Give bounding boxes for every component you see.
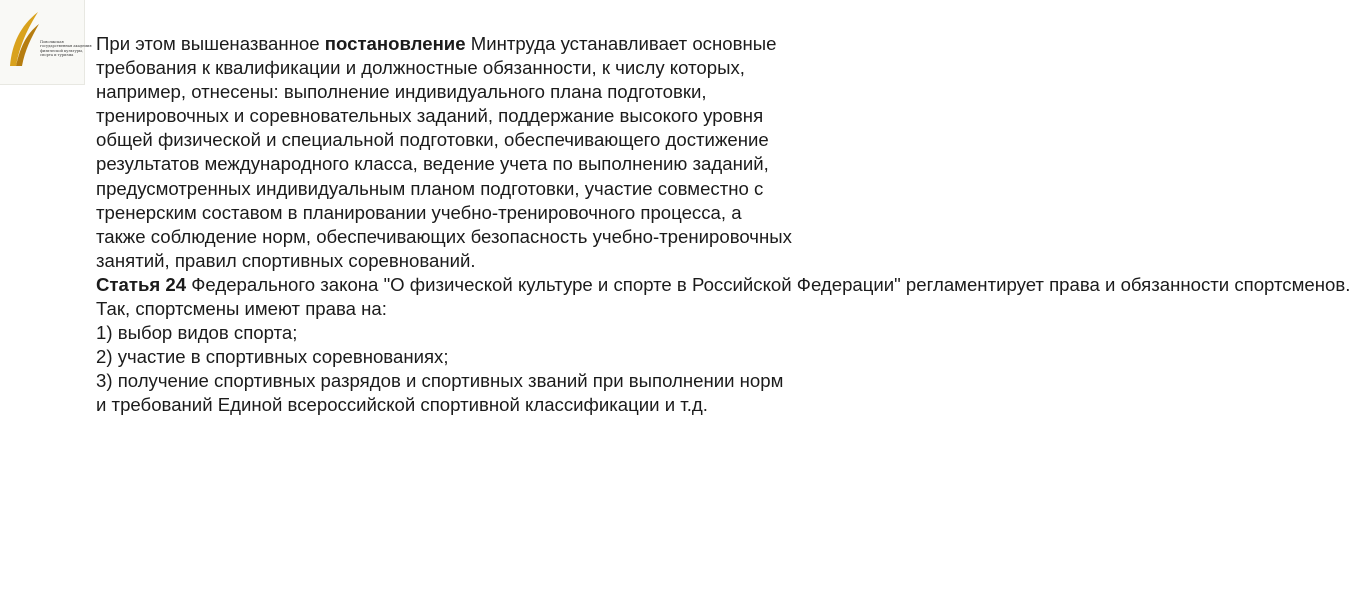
academy-name-line: спорта и туризма [40, 53, 74, 58]
academy-emblem-icon [6, 8, 40, 68]
academy-name-line: Поволжская [40, 40, 64, 44]
rights-list-item: 3) получение спортивных разрядов и спортивных званий при выполнении норм и требований Единой всероссийской спортивной классификации и т.д. [96, 370, 784, 416]
paragraph-body: Федерального закона "О физической культуре и спорте в Российской Федерации" регламентирует права и обязанности спортсменов. [186, 273, 1350, 295]
academy-logo [0, 0, 92, 85]
paragraph-intro: При этом вышеназванное [96, 33, 325, 54]
academy-name-line: физической культуры, [40, 48, 84, 53]
bold-article-reference: Статья 24 [96, 273, 187, 295]
paragraph-qualification-requirements [96, 32, 796, 273]
slide-text [96, 32, 1350, 418]
rights-intro: Так, спортсмены имеют права на: [96, 298, 387, 320]
bold-term-postanovlenie: постановление [324, 33, 466, 54]
rights-list-item: 2) участие в спортивных соревнованиях; [96, 346, 449, 368]
academy-name [40, 40, 92, 58]
paragraph-body: Минтруда устанавливает основные требования к квалификации и должностные обязанности, к числу которых, например, отнесены: выполнение индивидуального плана подготовки, тренировочных и соревновательных заданий, поддержание высокого уровня общей физической и специальной подготовки, обеспечивающего достижение результатов международного класса, ведение учета по выполнению заданий, предусмотренных индивидуальным планом подготовки, участие совместно с тренерским составом в планировании учебно-тренировочного процесса, а также соблюдение норм, обеспечивающих безопасность учебно-тренировочных занятий, правил спортивных соревнований. [96, 33, 792, 271]
rights-list-item: 1) выбор видов спорта; [96, 322, 298, 344]
academy-name-line: государственная академия [40, 44, 92, 49]
paragraph-article-24 [96, 273, 1350, 297]
